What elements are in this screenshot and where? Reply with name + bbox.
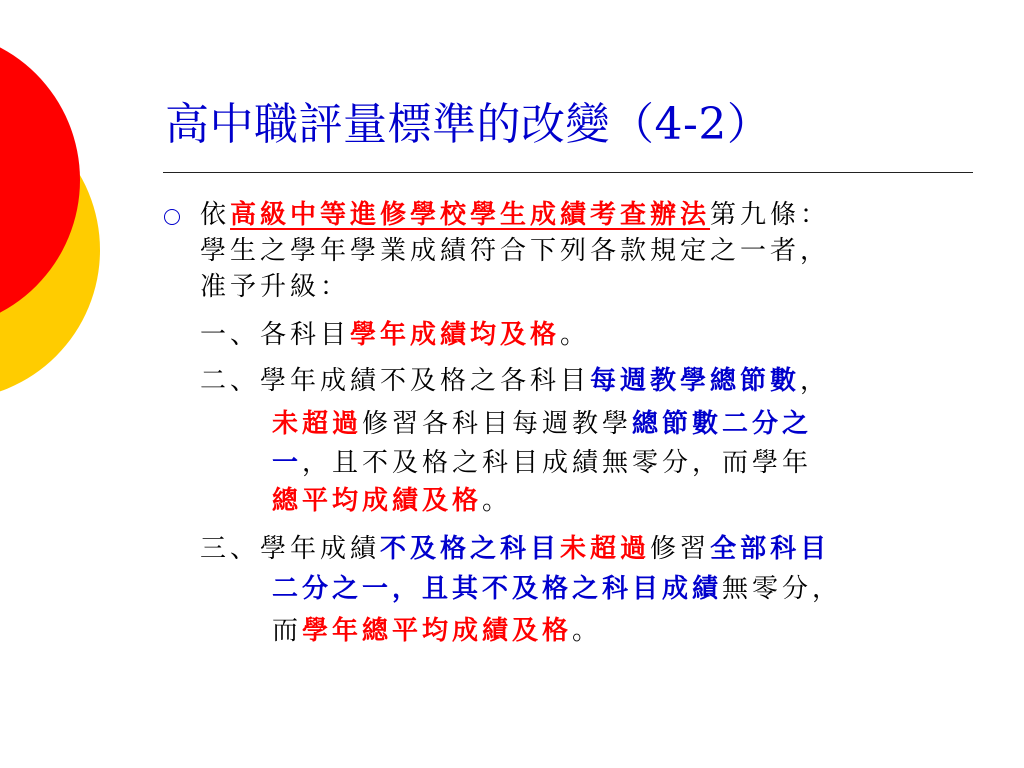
- text-segment: 。: [560, 320, 591, 350]
- emphasis-blue: 不及格之科目: [380, 534, 561, 564]
- rule-item-2: [200, 363, 830, 399]
- emphasis-red: 學年成績均及格: [350, 320, 561, 350]
- text-segment: 修習: [650, 534, 711, 564]
- rule-item-3-continuation: [272, 613, 602, 649]
- slide-title: 高中職評量標準的改變（4-2）: [165, 99, 772, 150]
- text-segment: 一、各科目: [200, 320, 351, 350]
- regulation-name-link[interactable]: 高級中等進修學校學生成績考查辦法: [230, 200, 711, 230]
- body-line-1: [200, 197, 830, 233]
- rule-item-3-continuation: [272, 571, 842, 607]
- emphasis-blue: 一: [272, 448, 303, 478]
- text-segment: 三、學年成績: [200, 534, 381, 564]
- body-line-2: [200, 233, 830, 269]
- rule-item-2-continuation: [272, 445, 812, 481]
- text-segment: 修習各科目每週教學: [362, 409, 633, 439]
- emphasis-blue: 全部科目: [710, 534, 831, 564]
- text-segment: 無零分，: [722, 574, 843, 604]
- emphasis-red: 未超過: [272, 409, 363, 439]
- rule-item-3: [200, 531, 830, 567]
- text-segment: 學生之學年學業成績符合下列各款規定之一者，: [200, 236, 831, 266]
- text-segment: 依: [200, 200, 231, 230]
- text-segment: 二、學年成績不及格之各科目: [200, 366, 591, 396]
- emphasis-blue: 二分之一，且其不及格之科目成績: [272, 574, 723, 604]
- text-segment: ，且不及格之科目成績無零分，而學年: [302, 448, 813, 478]
- text-segment: 。: [482, 486, 513, 516]
- text-segment: 第九條：: [710, 200, 831, 230]
- emphasis-red: 未超過: [560, 534, 651, 564]
- emphasis-red: 學年總平均成績及格: [302, 616, 573, 646]
- rule-item-2-continuation: [272, 483, 512, 519]
- text-segment: 而: [272, 616, 303, 646]
- rule-item-2-continuation: [272, 406, 812, 442]
- emphasis-blue: 總節數二分之: [632, 409, 813, 439]
- text-segment: ，: [800, 366, 831, 396]
- text-segment: 准予升級：: [200, 272, 351, 302]
- emphasis-red: 總平均成績及格: [272, 486, 483, 516]
- body-line-3: [200, 269, 350, 305]
- hollow-circle-bullet-icon: [164, 209, 180, 225]
- emphasis-blue: 每週教學總節數: [590, 366, 801, 396]
- title-divider: [163, 172, 973, 173]
- text-segment: 。: [572, 616, 603, 646]
- rule-item-1: [200, 317, 590, 353]
